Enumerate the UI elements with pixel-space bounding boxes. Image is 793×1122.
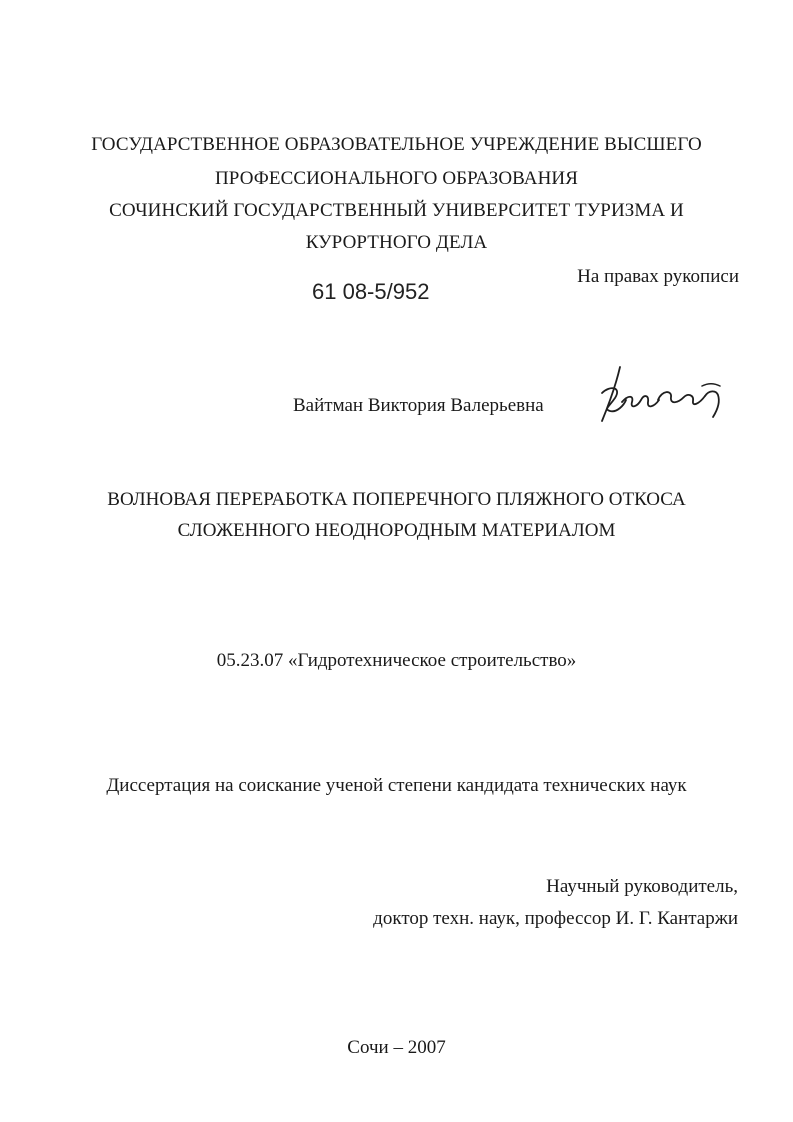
institution-line-3: СОЧИНСКИЙ ГОСУДАРСТВЕННЫЙ УНИВЕРСИТЕТ ТУРИЗМА И — [109, 200, 684, 221]
place-year: Сочи – 2007 — [347, 1037, 446, 1058]
specialty-code: 05.23.07 «Гидротехническое строительство» — [216, 650, 577, 671]
author-signature-image — [592, 355, 732, 427]
supervisor-role: Научный руководитель, — [546, 876, 738, 897]
manuscript-note: На правах рукописи — [577, 266, 739, 287]
supervisor-details: доктор техн. наук, профессор И. Г. Кантаржи — [373, 908, 738, 929]
archive-code: 61 08-5/952 — [312, 279, 430, 304]
degree-statement: Диссертация на соискание ученой степени кандидата технических наук — [106, 775, 687, 796]
institution-line-2: ПРОФЕССИОНАЛЬНОГО ОБРАЗОВАНИЯ — [214, 168, 578, 189]
institution-line-4: КУРОРТНОГО ДЕЛА — [305, 232, 488, 253]
dissertation-title-line-1: ВОЛНОВАЯ ПЕРЕРАБОТКА ПОПЕРЕЧНОГО ПЛЯЖНОГО ОТКОСА — [107, 489, 686, 510]
author-name: Вайтман Виктория Валерьевна — [293, 395, 544, 416]
institution-line-1: ГОСУДАРСТВЕННОЕ ОБРАЗОВАТЕЛЬНОЕ УЧРЕЖДЕНИЕ ВЫСШЕГО — [91, 134, 702, 155]
dissertation-title-line-2: СЛОЖЕННОГО НЕОДНОРОДНЫМ МАТЕРИАЛОМ — [177, 520, 616, 541]
